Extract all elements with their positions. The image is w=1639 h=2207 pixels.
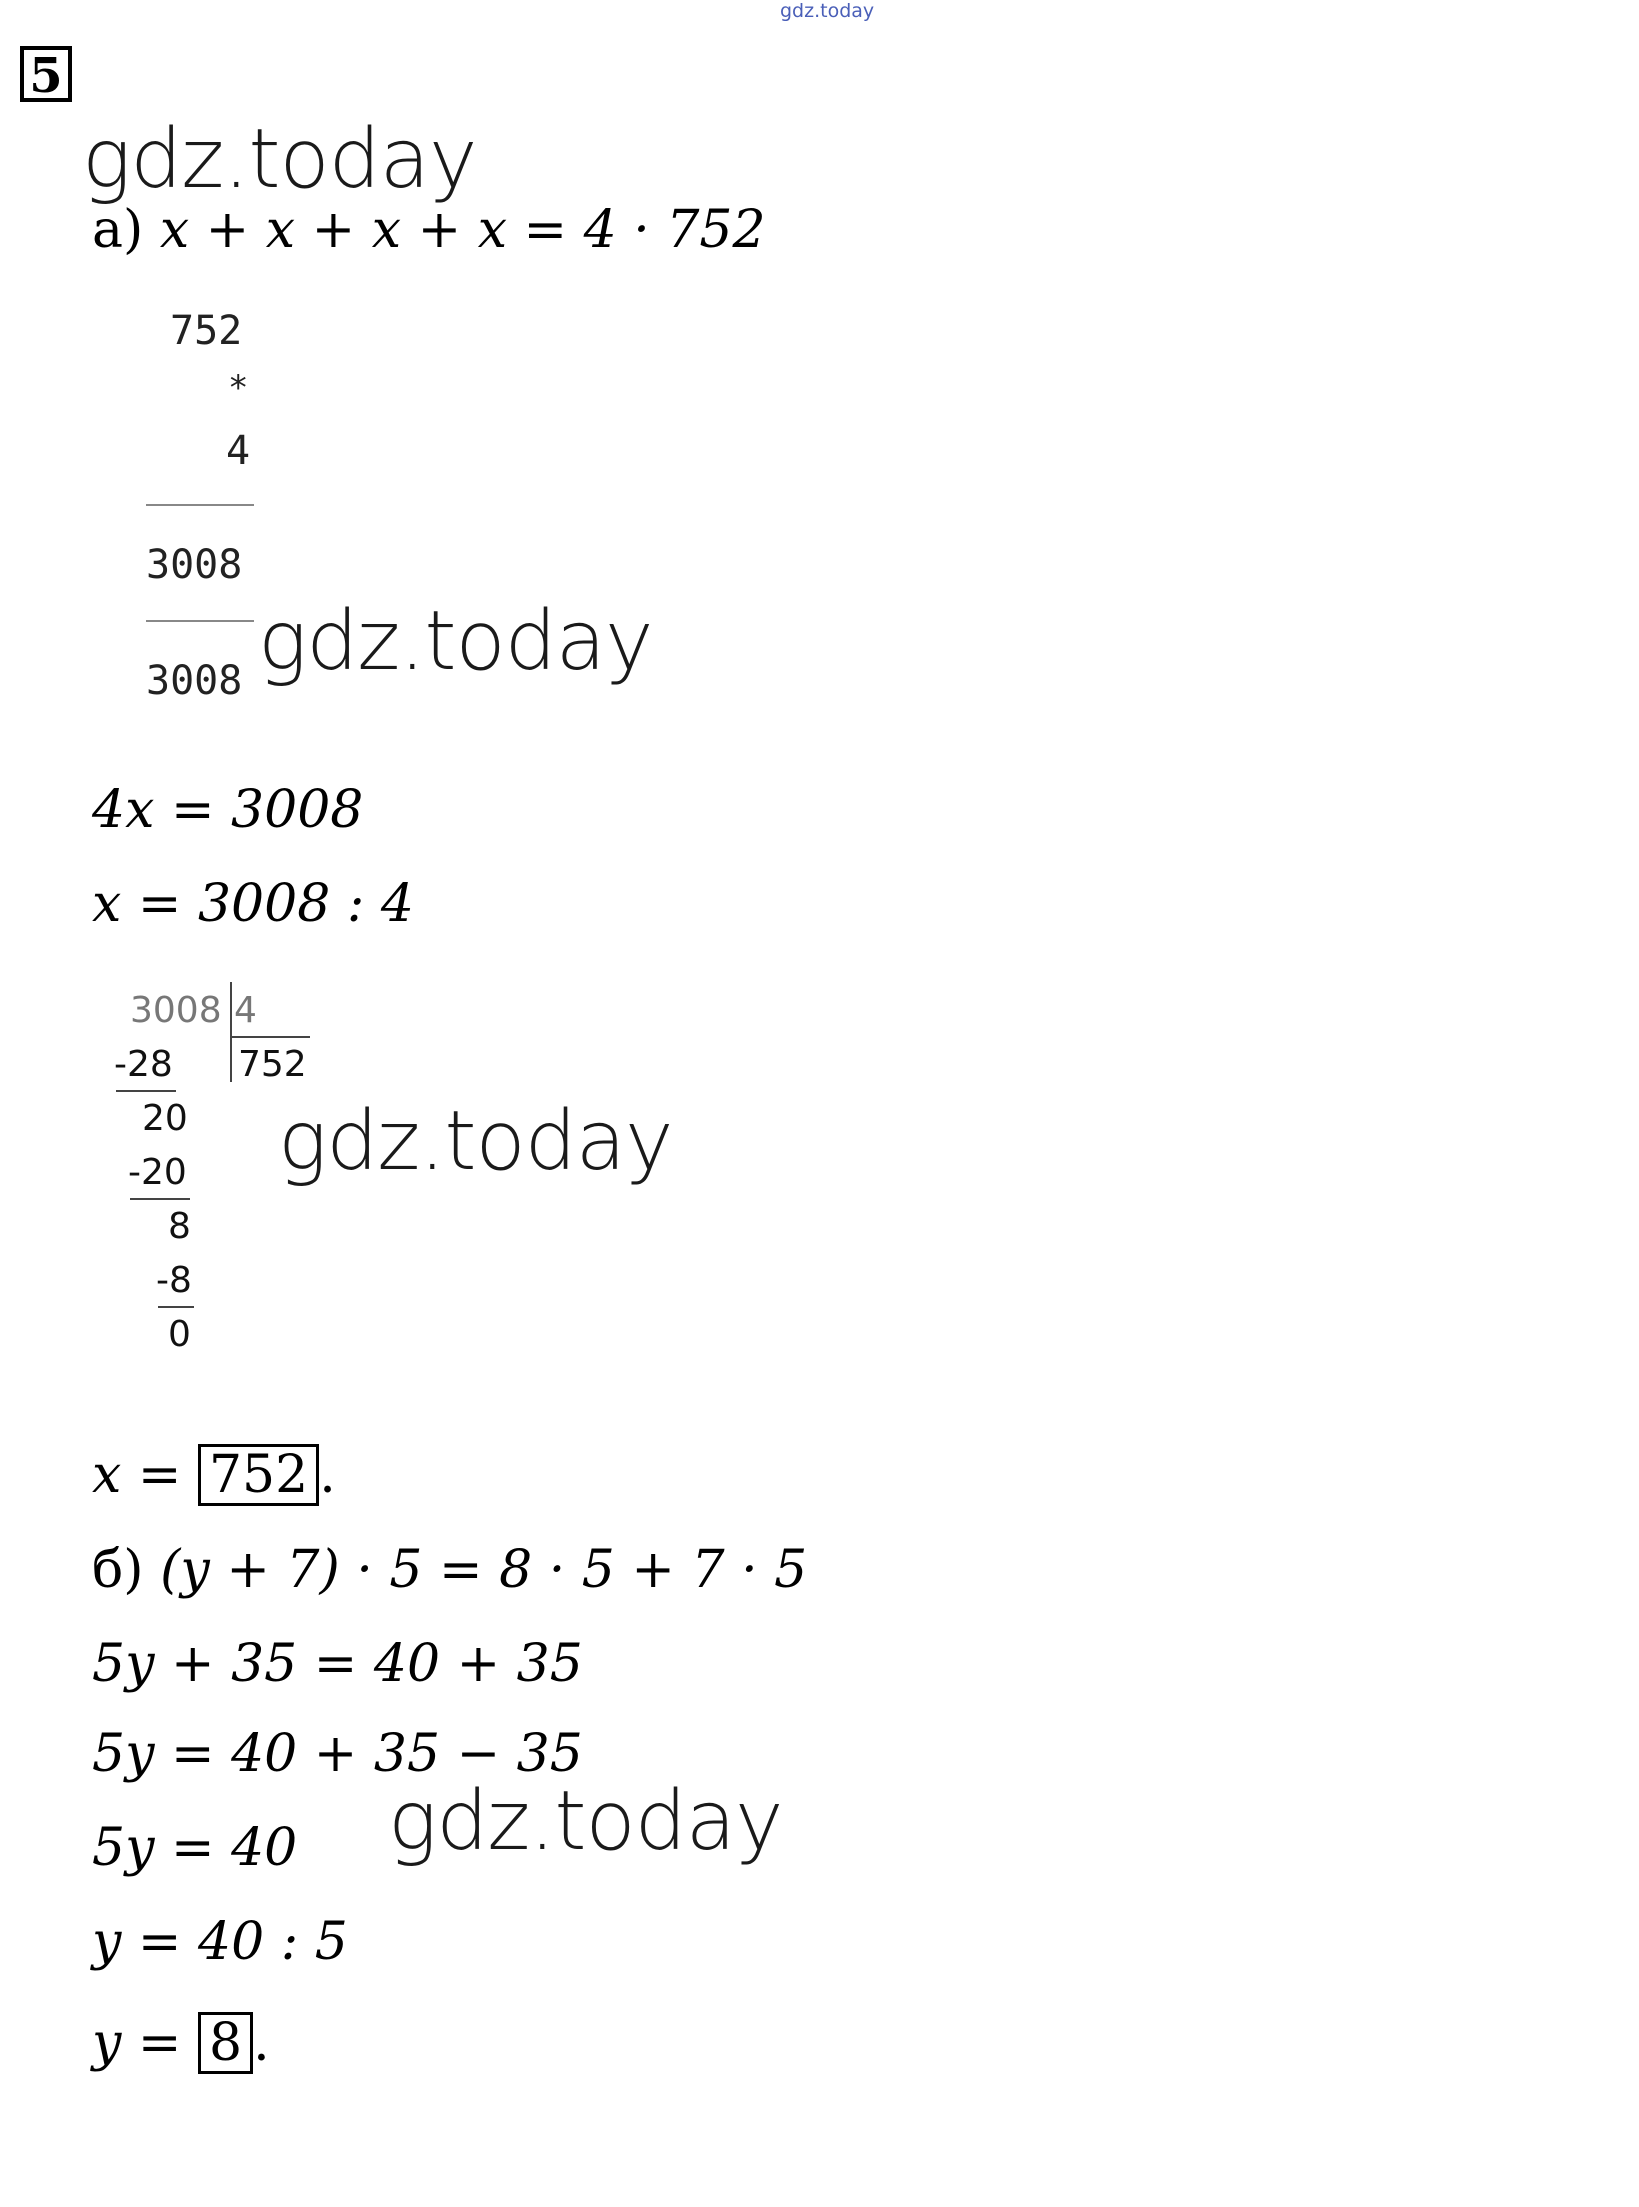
division-dividend: 3008: [130, 990, 222, 1031]
part-a-first-equation: x + x + x + x = 4 · 752: [159, 200, 766, 260]
division-rule-2: [130, 1198, 190, 1200]
part-b-first-equation: (y + 7) · 5 = 8 · 5 + 7 · 5: [160, 1540, 808, 1600]
mult-rule-2: [146, 620, 254, 622]
division-rule-1: [116, 1090, 176, 1092]
division-remainder-2: 8: [168, 1206, 191, 1247]
division-subtract-1: -28: [114, 1044, 173, 1085]
watermark-1: gdz.today: [82, 112, 477, 207]
part-b-equation: [92, 1540, 807, 1600]
part-b-line-4: 5y = 40: [92, 1818, 298, 1878]
part-b-line-5: y = 40 : 5: [92, 1912, 348, 1972]
part-a-answer-line: [92, 1444, 336, 1506]
part-b-answer-box: 8: [198, 2012, 253, 2074]
mult-operator: *: [228, 368, 249, 408]
mult-result: 3008: [146, 658, 243, 704]
task-number-badge: 5: [20, 46, 72, 102]
mult-top-number: 752: [170, 308, 243, 354]
part-b-answer-line: [92, 2012, 270, 2074]
part-b-line-3: 5y = 40 + 35 − 35: [92, 1724, 583, 1784]
division-remainder-3: 0: [168, 1314, 191, 1355]
division-vertical-rule: [230, 982, 232, 1082]
part-a-line-2: 4x = 3008: [92, 780, 364, 840]
part-b-answer-prefix: y =: [92, 2013, 182, 2073]
division-rule-3: [158, 1306, 194, 1308]
part-a-line-3: x = 3008 : 4: [92, 874, 414, 934]
watermark-3: gdz.today: [278, 1094, 673, 1189]
division-subtract-2: -20: [128, 1152, 187, 1193]
part-a-answer-dot: .: [319, 1445, 336, 1505]
mult-factor: 4: [226, 428, 251, 474]
part-a-label: а): [92, 200, 144, 260]
part-b-answer-dot: .: [253, 2013, 270, 2073]
part-a-answer-box: 752: [198, 1444, 319, 1506]
mult-rule-1: [146, 504, 254, 506]
division-remainder-1: 20: [142, 1098, 188, 1139]
part-a-equation: [92, 200, 766, 260]
watermark-4: gdz.today: [388, 1774, 783, 1869]
mult-partial: 3008: [146, 542, 243, 588]
division-horizontal-rule: [230, 1036, 310, 1038]
division-divisor: 4: [234, 990, 257, 1031]
division-quotient: 752: [238, 1044, 307, 1085]
division-subtract-3: -8: [156, 1260, 192, 1301]
part-a-answer-prefix: x =: [92, 1445, 182, 1505]
part-b-line-2: 5y + 35 = 40 + 35: [92, 1634, 583, 1694]
top-watermark: gdz.today: [780, 0, 875, 22]
part-b-label: б): [92, 1540, 144, 1600]
watermark-2: gdz.today: [258, 594, 653, 689]
